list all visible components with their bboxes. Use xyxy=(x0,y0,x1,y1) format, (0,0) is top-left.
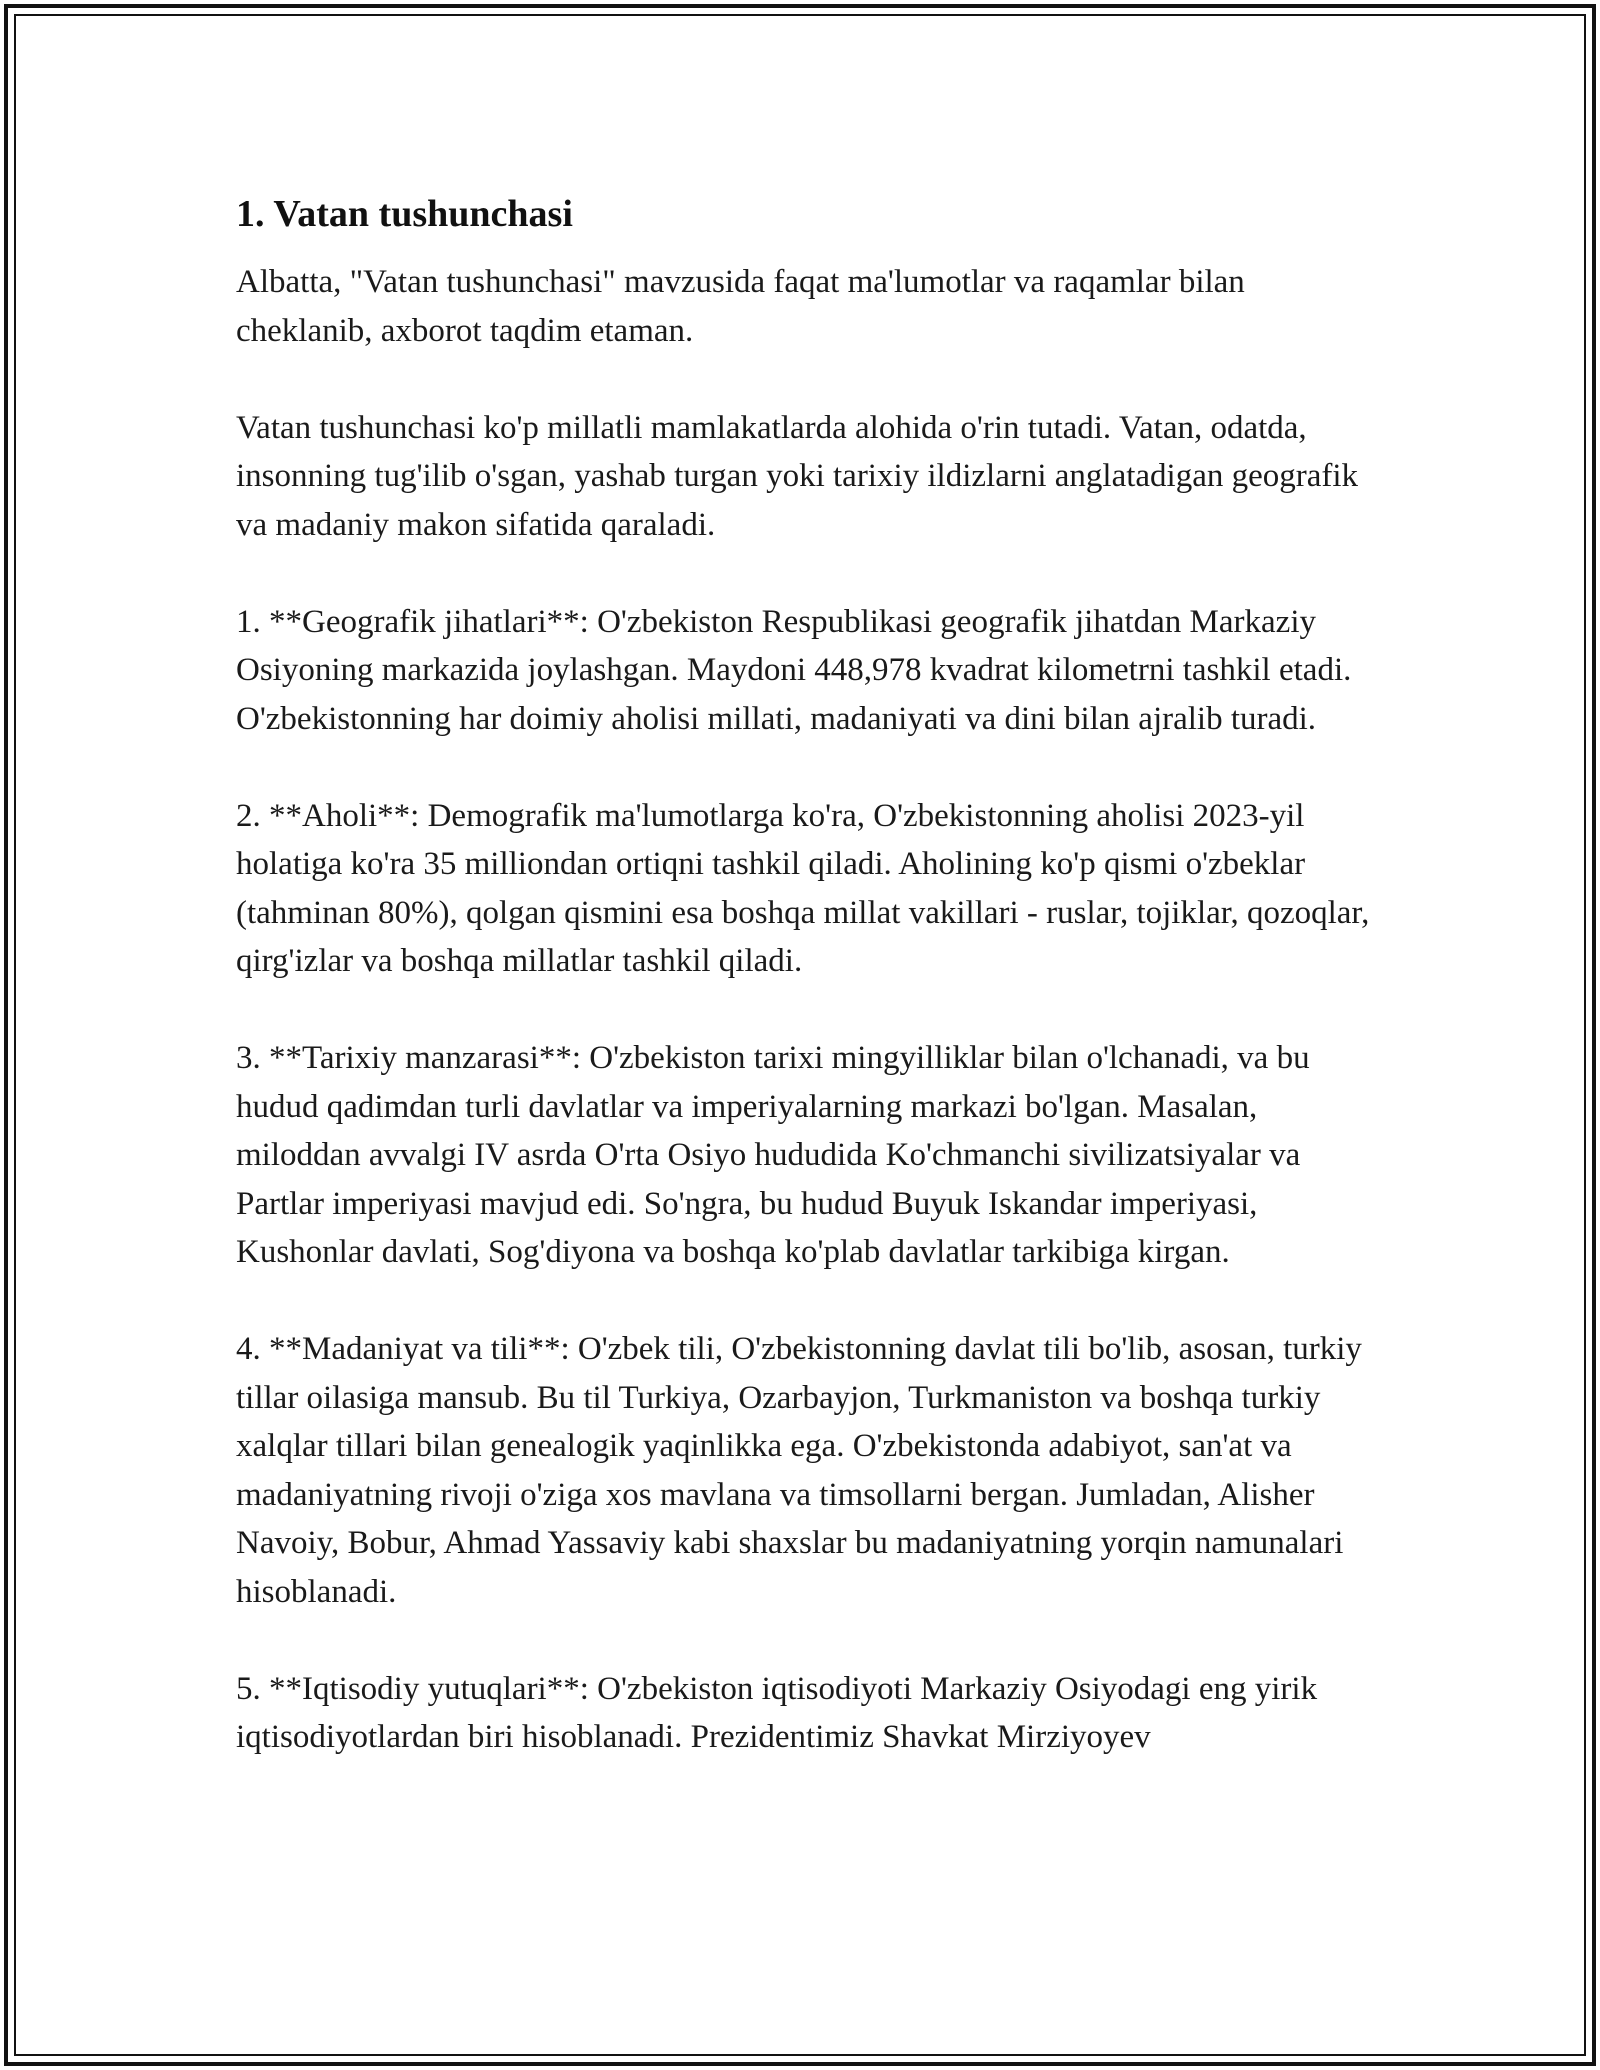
paragraph-iqtisodiy: 5. **Iqtisodiy yutuqlari**: O'zbekiston iqtisodiyoti Markaziy Osiyodagi eng yirik iqtisodiyotlardan biri hisoblanadi. Prezidentimiz Shavkat Mirziyoyev xyxy=(236,1670,1318,1755)
paragraph-geografik: 1. **Geografik jihatlari**: O'zbekiston Respublikasi geografik jihatdan Markaziy Osiyoning markazida joylashgan. Maydoni 448,978 kvadrat kilometrni tashkil etadi. O'zbekistonning har doimiy aholisi millati, madaniyati va dini bilan ajralib turadi. xyxy=(236,603,1352,737)
paragraph-madaniyat: 4. **Madaniyat va tili**: O'zbek tili, O'zbekistonning davlat tili bo'lib, asosan, turkiy tillar oilasiga mansub. Bu til Turkiya, Ozarbayjon, Turkmaniston va boshqa turkiy xalqlar tillari bilan genealogik yaqinlikka ega. O'zbekistonda adabiyot, san'at va madaniyatning rivoji o'ziga xos mavlana va timsollarni bergan. Jumladan, Alisher Navoiy, Bobur, Ahmad Yassaviy kabi shaxslar bu madaniyatning yorqin namunalari hisoblanadi. xyxy=(236,1331,1362,1610)
paragraph-aholi: 2. **Aholi**: Demografik ma'lumotlarga ko'ra, O'zbekistonning aholisi 2023-yil holatiga ko'ra 35 milliondan ortiqni tashkil qiladi. Aholining ko'p qismi o'zbeklar (tahminan 80%), qolgan qismini esa boshqa millat vakillari - ruslar, tojiklar, qozoqlar, qirg'izlar va boshqa millatlar tashkil qiladi. xyxy=(236,797,1370,979)
paragraph-vatan-definition: Vatan tushunchasi ko'p millatli mamlakatlarda alohida o'rin tutadi. Vatan, odatda, insonning tug'ilib o'sgan, yashab turgan yoki tarixiy ildizlarni anglatadigan geografik va madaniy makon sifatida qaraladi. xyxy=(236,409,1359,543)
paragraph-tarixiy: 3. **Tarixiy manzarasi**: O'zbekiston tarixi mingyilliklar bilan o'lchanadi, va bu hudud qadimdan turli davlatlar va imperiyalarning markazi bo'lgan. Masalan, miloddan avvalgi IV asrda O'rta Osiyo hududida Ko'chmanchi sivilizatsiyalar va Partlar imperiyasi mavjud edi. So'ngra, bu hudud Buyuk Iskandar imperiyasi, Kushonlar davlati, Sog'diyona va boshqa ko'plab davlatlar tarkibiga kirgan. xyxy=(236,1040,1310,1270)
paragraph-intro: Albatta, "Vatan tushunchasi" mavzusida faqat ma'lumotlar va raqamlar bilan cheklanib, axborot taqdim etaman. xyxy=(236,264,1245,349)
section-heading: 1. Vatan tushunchasi xyxy=(236,193,573,235)
document-body xyxy=(236,188,1376,1762)
